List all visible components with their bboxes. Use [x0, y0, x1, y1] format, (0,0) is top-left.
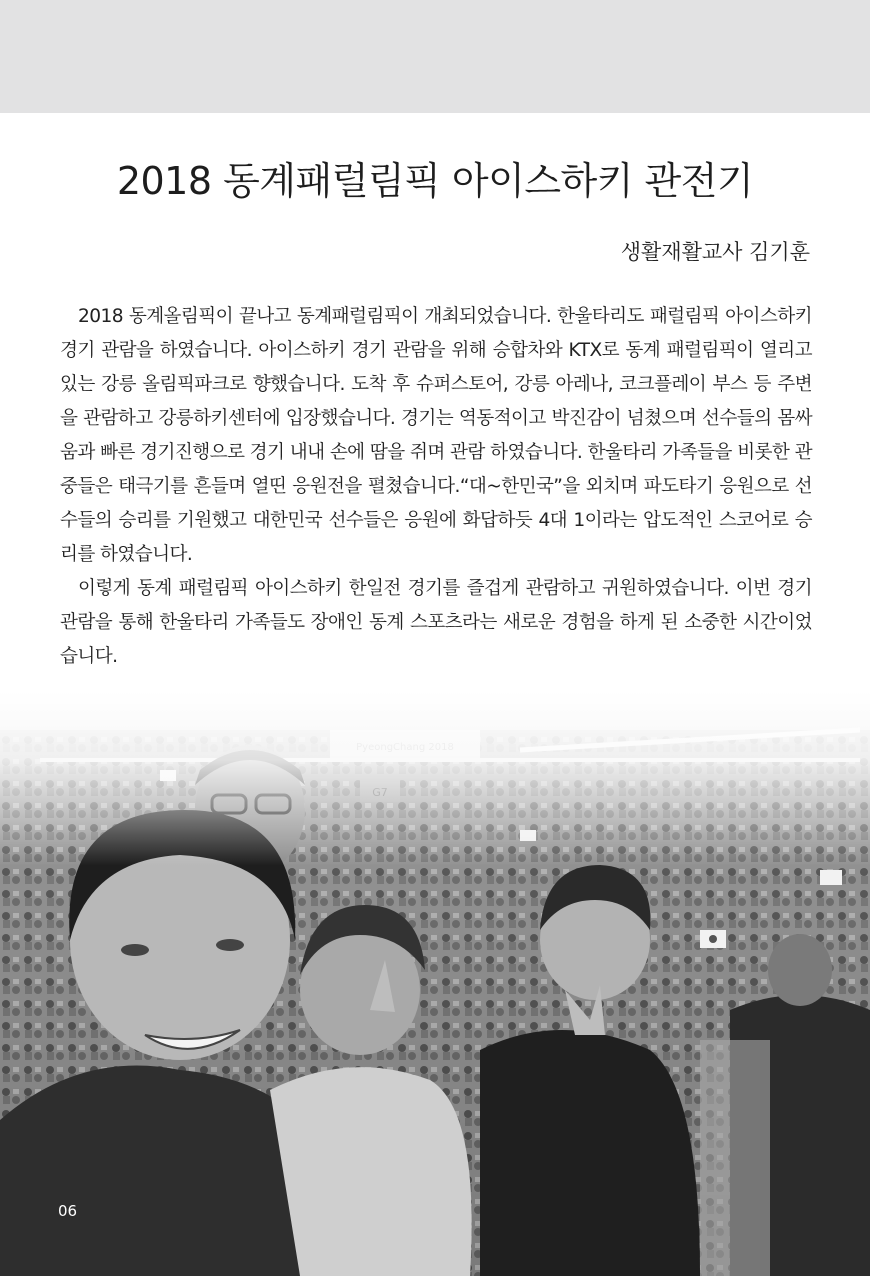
- header-band: [0, 0, 870, 113]
- article-paragraph-2: 이렇게 동계 패럴림픽 아이스하키 한일전 경기를 즐겁게 관람하고 귀원하였습니다. 이번 경기관람을 통해 한울타리 가족들도 장애인 동계 스포츠라는 새로운 경험을 하게 된 소중한 시간이었습니다.: [60, 578, 812, 667]
- article-body: [60, 300, 812, 674]
- page-number: 06: [58, 1202, 78, 1220]
- author-byline: 생활재활교사 김기훈: [620, 240, 810, 264]
- crowd-photo: [0, 690, 870, 1276]
- page-title: 2018 동계패럴림픽 아이스하키 관전기: [116, 159, 754, 203]
- article-paragraph-1: 2018 동계올림픽이 끝나고 동계패럴림픽이 개최되었습니다. 한울타리도 패럴림픽 아이스하키 경기 관람을 하였습니다. 아이스하키 경기 관람을 위해 승합차와 KTX로 동계 패럴림픽이 열리고 있는 강릉 올림픽파크로 향했습니다. 도착 후 슈퍼스토어, 강릉 아레나, 코크플레이 부스 등 주변을 관람하고 강릉하키센터에 입장했습니다. 경기는 역동적이고 박진감이 넘쳤으며 선수들의 몸싸움과 빠른 경기진행으로 경기 내내 손에 땀을 쥐며 관람 하였습니다. 한울타리 가족들을 비롯한 관중들은 태극기를 흔들며 열띤 응원전을 펼쳤습니다.“대~한민국”을 외치며 파도타기 응원으로 선수들의 승리를 기원했고 대한민국 선수들은 응원에 화답하듯 4대 1이라는 압도적인 스코어로 승리를 하였습니다.: [60, 306, 812, 565]
